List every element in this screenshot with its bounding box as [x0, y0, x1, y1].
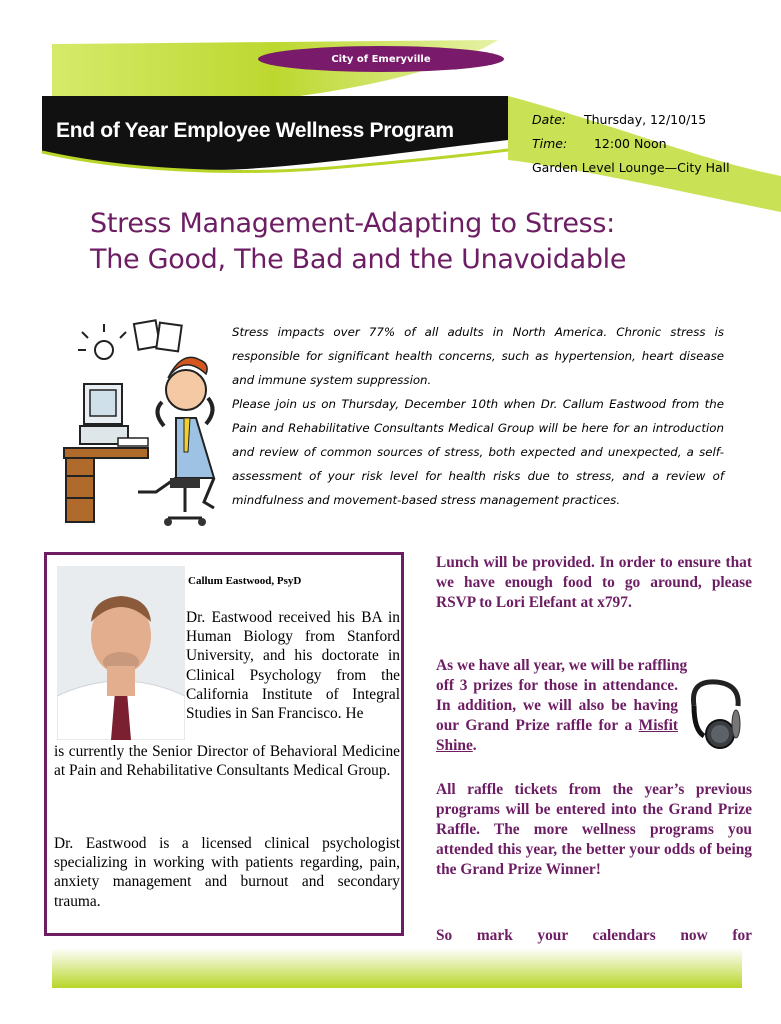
raffle-text-1: As we have all year, we will be raffling	[436, 657, 688, 674]
bio-paragraph-1a: Dr. Eastwood received his BA in Human Biology from Stanford University, and his doctorate in Clinical Psychology from the California Institute of Integral Studies in San Francisco. He	[186, 609, 400, 723]
event-info	[532, 108, 772, 180]
closing-text-1: So mark your calendars now for	[436, 927, 752, 944]
bottom-band-decoration	[52, 948, 742, 988]
event-location: Garden Level Lounge—City Hall	[532, 160, 730, 175]
time-label: Time:	[532, 136, 568, 151]
misfit-shine-icon	[688, 676, 744, 760]
headline-line-1: Stress Management-Adapting to Stress:	[90, 208, 615, 239]
misfit-shine-link[interactable]: Misfit Shine	[436, 717, 678, 754]
organization-pill: City of Emeryville	[258, 46, 504, 72]
intro-paragraph-1: Stress impacts over 77% of all adults in North America. Chronic stress is responsible for significant health concerns, such as hypertension, heart disease and immune system suppression.	[232, 325, 724, 387]
bio-paragraph-2: Dr. Eastwood is a licensed clinical psychologist specializing in working with patients regarding, pain, anxiety management and burnout and secondary trauma.	[54, 835, 400, 910]
bio-paragraph-1b: is currently the Senior Director of Behavioral Medicine at Pain and Rehabilitative Consultants Medical Group.	[54, 743, 400, 780]
speaker-photo-icon	[57, 566, 185, 740]
headline	[90, 206, 750, 278]
grand-prize-text: All raffle tickets from the year’s previous programs will be entered into the Grand Prize Raffle. The more wellness programs you attended this year, the better your odds of being the Grand Prize Winner!	[436, 781, 752, 878]
date-label: Date:	[532, 112, 567, 127]
intro-paragraph-2: Please join us on Thursday, December 10th when Dr. Callum Eastwood from the Pain and Rehabilitative Consultants Medical Group will be here for an introduction and review of common sources of stress, both expected and unexpected, a self-assessment of your risk level for health risks due to stress, and a review of mindfulness and movement-based stress management practices.	[232, 397, 724, 507]
raffle-text-2	[436, 676, 678, 756]
stressed-worker-icon	[58, 318, 226, 532]
time-value: 12:00 Noon	[593, 136, 667, 151]
date-value: Thursday, 12/10/15	[583, 112, 707, 127]
speaker-name: Callum Eastwood, PsyD	[188, 575, 302, 587]
raffle-text-2-end: .	[472, 737, 477, 754]
intro-text	[232, 320, 724, 512]
event-date-row	[532, 108, 772, 132]
raffle-text-2-body: off 3 prizes for those in attendance. In addition, we will also be having our Grand Prize raffle for a	[436, 677, 678, 734]
event-time-row	[532, 132, 772, 156]
lunch-text: Lunch will be provided. In order to ensure that we have enough food to go around, please RSVP to Lori Elefant at x797.	[436, 554, 752, 611]
headline-line-2: The Good, The Bad and the Unavoidable	[90, 244, 627, 275]
program-title: End of Year Employee Wellness Program	[56, 119, 454, 142]
